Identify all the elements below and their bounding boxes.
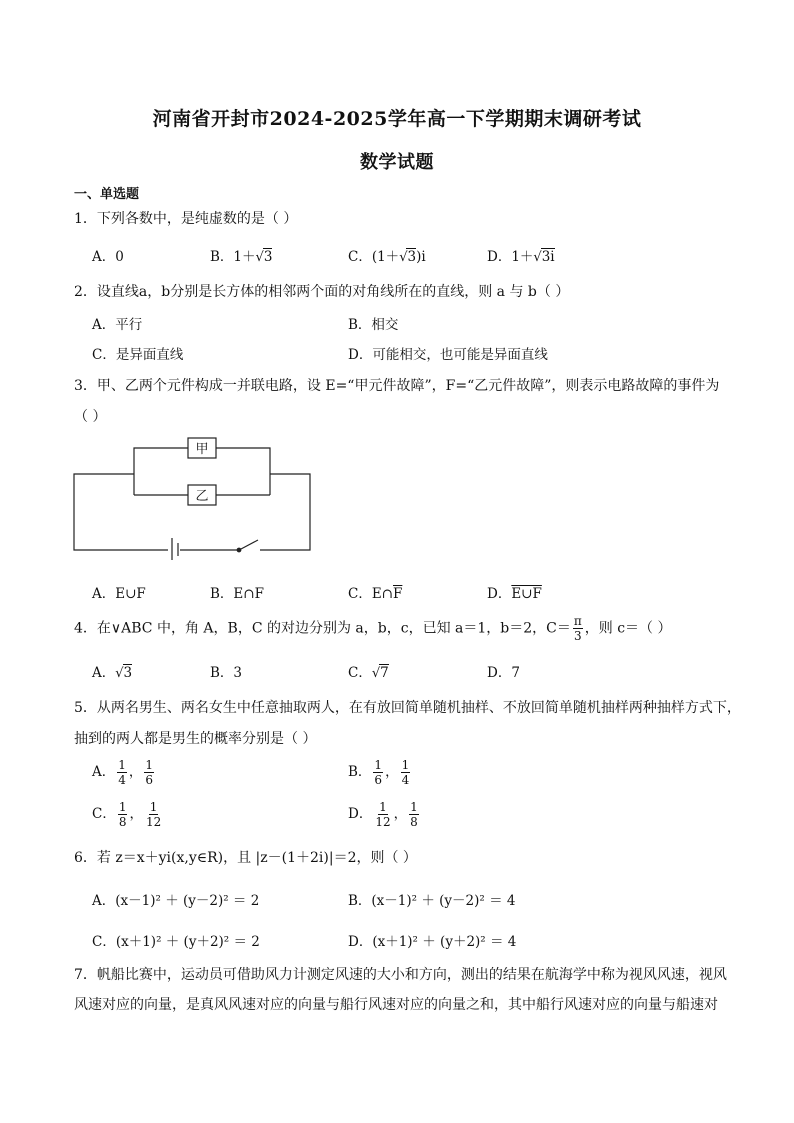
q1-option-a: A．0 [92,249,124,265]
question-5-stem-cont: 抽到的两人都是男生的概率分别是（ ） [74,731,317,747]
switch-icon [237,548,241,552]
section-heading: 一、单选题 [74,187,140,202]
pi-over-3-fraction: $\frac{\pi}{3}$ [573,614,582,643]
q1-option-c: C．(1＋√3)i [348,249,426,265]
branch-top-wire [134,448,188,495]
q4-option-d: D．7 [487,665,520,681]
q6-option-c: C．(x＋1)² ＋ (y＋2)² ＝ 2 [92,934,260,950]
q6-option-d: D．(x＋1)² ＋ (y＋2)² ＝ 4 [348,934,517,950]
question-2-stem: 2．设直线a，b分别是长方体的相邻两个面的对角线所在的直线，则 a 与 b（ ） [74,284,570,300]
exam-subtitle: 数学试题 [360,152,434,173]
question-5-stem: 5．从两名男生、两名女生中任意抽取两人，在有放回简单随机抽样、不放回简单随机抽样两种抽样方式下， [74,700,741,716]
parallel-circuit-diagram [70,432,320,560]
outer-right-wire [260,474,310,550]
q4-option-b: B．3 [210,665,243,681]
exam-title: 河南省开封市2024-2025学年高一下学期期末调研考试 [152,108,642,130]
question-6-stem: 6．若 z＝x＋yi(x,y∈R)，且 |z－(1＋2i)|＝2，则（ ） [74,850,417,866]
q3-option-d: D．E∪F [487,586,542,602]
q5-option-a: A． $\frac{1}{4}$ ， $\frac{1}{6}$ [92,758,154,787]
q5-option-c: C． $\frac{1}{8}$ ， $\frac{1}{12}$ [92,800,162,829]
q3-option-a: A．E∪F [92,586,146,602]
question-3-stem: 3．甲、乙两个元件构成一并联电路，设 E=“甲元件故障”，F=“乙元件故障”，则表示电路故障的事件为 [74,378,720,394]
question-7-stem: 7．帆船比赛中，运动员可借助风力计测定风速的大小和方向，测出的结果在航海学中称为视风风速，视风风速对应的向量，是真风风速对应的向量与船行风速对应的向量之和，其中船行风速对应的向量与船速对 [74,967,727,1013]
q1-option-d: D．1＋√3i [487,249,555,265]
q3-option-b: B．E∩F [210,586,264,602]
q6-option-b: B．(x－1)² ＋ (y－2)² ＝ 4 [348,893,516,909]
q1-option-b: B．1＋√3 [210,249,273,265]
q5-option-d: D． $\frac{1}{12}$ ， $\frac{1}{8}$ [348,800,418,829]
q6-option-a: A．(x－1)² ＋ (y－2)² ＝ 2 [92,893,260,909]
q2-option-a: A．平行 [92,317,143,333]
q5-option-b: B． $\frac{1}{6}$ ， $\frac{1}{4}$ [348,758,410,787]
q4-option-c: C．√7 [348,665,389,681]
outer-left-wire [74,474,168,550]
question-3-stem-cont: （ ） [74,409,107,425]
q4-option-a: A．√3 [92,665,133,681]
q2-option-d: D．可能相交，也可能是异面直线 [348,347,548,363]
q2-option-c: C．是异面直线 [92,347,184,363]
component-yi-label: 乙 [195,489,209,504]
q2-option-b: B．相交 [348,317,399,333]
question-1-stem: 1．下列各数中，是纯虚数的是（ ） [74,211,298,227]
component-jia-label: 甲 [195,442,209,457]
q3-option-c: C．$E\cap\overline{F}$ [348,586,403,602]
question-4-stem: 4．在∨ABC 中，角 A，B，C 的对边分别为 a，b，c，已知 a＝1，b＝2，C＝ $\frac{\pi}{3}$ ，则 c＝（ ） [74,614,672,643]
